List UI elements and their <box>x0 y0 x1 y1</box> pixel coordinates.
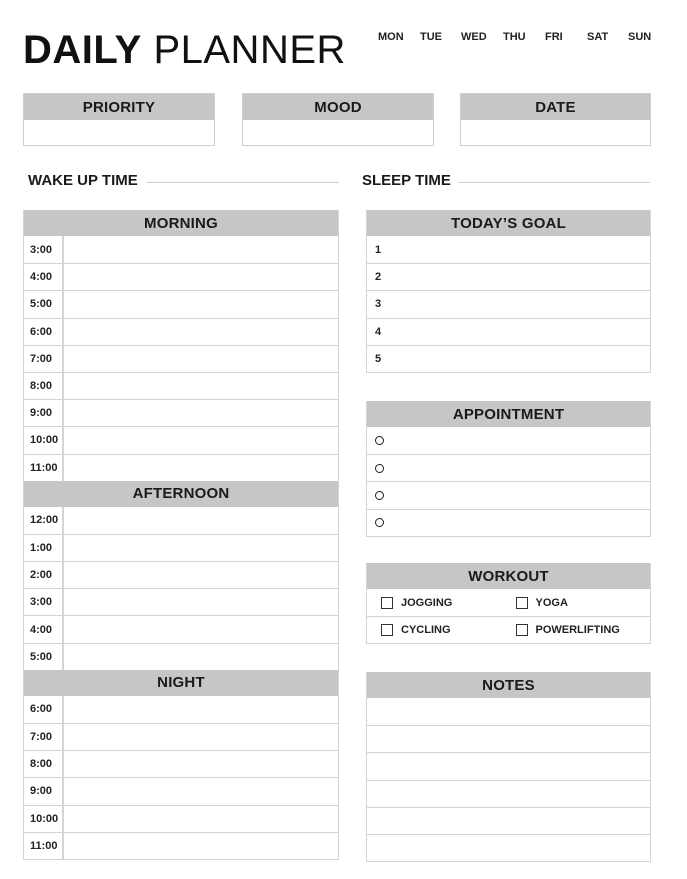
time-entry[interactable] <box>64 562 338 588</box>
table-row[interactable] <box>24 643 338 670</box>
notes-row[interactable] <box>367 698 650 725</box>
table-row[interactable] <box>24 805 338 832</box>
weekday-selector <box>370 31 660 45</box>
goal-number: 4 <box>375 325 382 338</box>
checkbox-icon[interactable] <box>381 597 393 609</box>
goal-number: 1 <box>375 243 382 256</box>
table-row[interactable] <box>24 507 338 534</box>
time-label: 6:00 <box>24 696 64 723</box>
table-row[interactable] <box>24 723 338 750</box>
time-label: 10:00 <box>24 806 64 832</box>
priority-field[interactable] <box>24 120 214 146</box>
goals-table <box>366 210 651 373</box>
date-box <box>460 93 651 146</box>
table-row[interactable] <box>24 588 338 615</box>
notes-header: NOTES <box>367 672 650 698</box>
time-label: 5:00 <box>24 644 64 670</box>
time-entry[interactable] <box>64 291 338 317</box>
date-label: DATE <box>461 94 650 120</box>
time-entry[interactable] <box>64 696 338 723</box>
time-entry[interactable] <box>64 264 338 290</box>
appointment-header: APPOINTMENT <box>367 401 650 427</box>
time-entry[interactable] <box>64 346 338 372</box>
mood-label: MOOD <box>243 94 433 120</box>
morning-header: MORNING <box>24 210 338 236</box>
bullet-circle-icon[interactable] <box>375 464 384 473</box>
notes-row[interactable] <box>367 834 650 861</box>
time-entry[interactable] <box>64 400 338 426</box>
table-row[interactable] <box>24 534 338 561</box>
night-header: NIGHT <box>24 670 338 696</box>
goals-header: TODAY’S GOAL <box>367 210 650 236</box>
table-row[interactable] <box>24 399 338 426</box>
day-fri[interactable]: FRI <box>545 31 563 43</box>
checkbox-icon[interactable] <box>516 597 528 609</box>
appointment-row[interactable] <box>367 454 650 481</box>
time-label: 3:00 <box>24 236 64 263</box>
workout-label: POWERLIFTING <box>535 624 620 636</box>
time-label: 6:00 <box>24 319 64 345</box>
time-entry[interactable] <box>64 778 338 804</box>
goal-row[interactable] <box>367 263 650 290</box>
workout-label: CYCLING <box>401 624 451 636</box>
title-light: PLANNER <box>153 28 346 72</box>
title-bold: DAILY <box>23 28 142 72</box>
page-title <box>23 28 346 72</box>
goal-row[interactable] <box>367 236 650 263</box>
workout-label: JOGGING <box>401 596 453 609</box>
workout-option-yoga[interactable] <box>516 589 651 616</box>
table-row[interactable] <box>24 372 338 399</box>
day-wed[interactable]: WED <box>461 31 487 43</box>
time-label: 4:00 <box>24 264 64 290</box>
goal-number: 3 <box>375 298 382 311</box>
time-entry[interactable] <box>64 236 338 263</box>
table-row[interactable] <box>24 426 338 453</box>
table-row[interactable] <box>24 696 338 723</box>
priority-label: PRIORITY <box>24 94 214 120</box>
time-label: 4:00 <box>24 616 64 642</box>
workout-option-powerlifting[interactable] <box>516 617 651 643</box>
time-label: 11:00 <box>24 455 64 481</box>
time-label: 8:00 <box>24 373 64 399</box>
table-row[interactable] <box>24 832 338 859</box>
day-sun[interactable]: SUN <box>628 31 652 43</box>
time-label: 9:00 <box>24 400 64 426</box>
time-label: 11:00 <box>24 833 64 859</box>
time-entry[interactable] <box>64 507 338 534</box>
time-label: 3:00 <box>24 589 64 615</box>
mood-box <box>242 93 434 146</box>
day-tue[interactable]: TUE <box>420 31 442 43</box>
mood-field[interactable] <box>243 120 433 146</box>
appointment-row[interactable] <box>367 427 650 454</box>
table-row[interactable] <box>24 236 338 263</box>
table-row[interactable] <box>24 750 338 777</box>
goal-row[interactable] <box>367 290 650 317</box>
appointment-row[interactable] <box>367 509 650 536</box>
time-label: 7:00 <box>24 724 64 750</box>
sleep-field[interactable] <box>458 182 650 183</box>
table-row[interactable] <box>24 290 338 317</box>
workout-label: YOGA <box>535 596 568 609</box>
notes-row[interactable] <box>367 807 650 834</box>
bullet-circle-icon[interactable] <box>375 491 384 500</box>
date-field[interactable] <box>461 120 650 146</box>
time-entry[interactable] <box>64 644 338 670</box>
time-entry[interactable] <box>64 833 338 859</box>
table-row[interactable] <box>24 777 338 804</box>
table-row[interactable] <box>24 263 338 290</box>
notes-row[interactable] <box>367 752 650 779</box>
time-label: 5:00 <box>24 291 64 317</box>
workout-header: WORKOUT <box>367 563 650 589</box>
wake-up-field[interactable] <box>147 182 339 183</box>
time-entry[interactable] <box>64 535 338 561</box>
time-label: 12:00 <box>24 507 64 534</box>
table-row[interactable] <box>24 318 338 345</box>
time-entry[interactable] <box>64 455 338 481</box>
time-entry[interactable] <box>64 373 338 399</box>
time-label: 9:00 <box>24 778 64 804</box>
time-entry[interactable] <box>64 589 338 615</box>
workout-table <box>366 563 651 644</box>
table-row[interactable] <box>24 615 338 642</box>
time-entry[interactable] <box>64 751 338 777</box>
time-label: 7:00 <box>24 346 64 372</box>
workout-option-cycling[interactable] <box>367 617 516 643</box>
appointment-table <box>366 401 651 537</box>
day-sat[interactable]: SAT <box>587 31 609 43</box>
notes-row[interactable] <box>367 725 650 752</box>
bullet-circle-icon[interactable] <box>375 518 384 527</box>
checkbox-icon[interactable] <box>381 624 393 636</box>
goal-row[interactable] <box>367 318 650 345</box>
day-mon[interactable]: MON <box>378 31 404 43</box>
afternoon-header: AFTERNOON <box>24 481 338 507</box>
workout-option-jogging[interactable] <box>367 589 516 616</box>
goal-number: 2 <box>375 271 382 284</box>
bullet-circle-icon[interactable] <box>375 436 384 445</box>
day-thu[interactable]: THU <box>503 31 526 43</box>
time-entry[interactable] <box>64 724 338 750</box>
notes-row[interactable] <box>367 780 650 807</box>
time-entry[interactable] <box>64 616 338 642</box>
time-entry[interactable] <box>64 319 338 345</box>
wake-up-label: WAKE UP TIME <box>28 172 138 189</box>
schedule-table <box>23 210 339 860</box>
notes-table <box>366 672 651 862</box>
checkbox-icon[interactable] <box>516 624 528 636</box>
time-label: 10:00 <box>24 427 64 453</box>
table-row[interactable] <box>24 561 338 588</box>
time-entry[interactable] <box>64 427 338 453</box>
time-entry[interactable] <box>64 806 338 832</box>
goal-row[interactable] <box>367 345 650 372</box>
table-row[interactable] <box>24 345 338 372</box>
table-row[interactable] <box>24 454 338 481</box>
sleep-label: SLEEP TIME <box>362 172 451 189</box>
time-label: 1:00 <box>24 535 64 561</box>
time-label: 2:00 <box>24 562 64 588</box>
time-label: 8:00 <box>24 751 64 777</box>
appointment-row[interactable] <box>367 481 650 508</box>
priority-box <box>23 93 215 146</box>
goal-number: 5 <box>375 352 382 365</box>
